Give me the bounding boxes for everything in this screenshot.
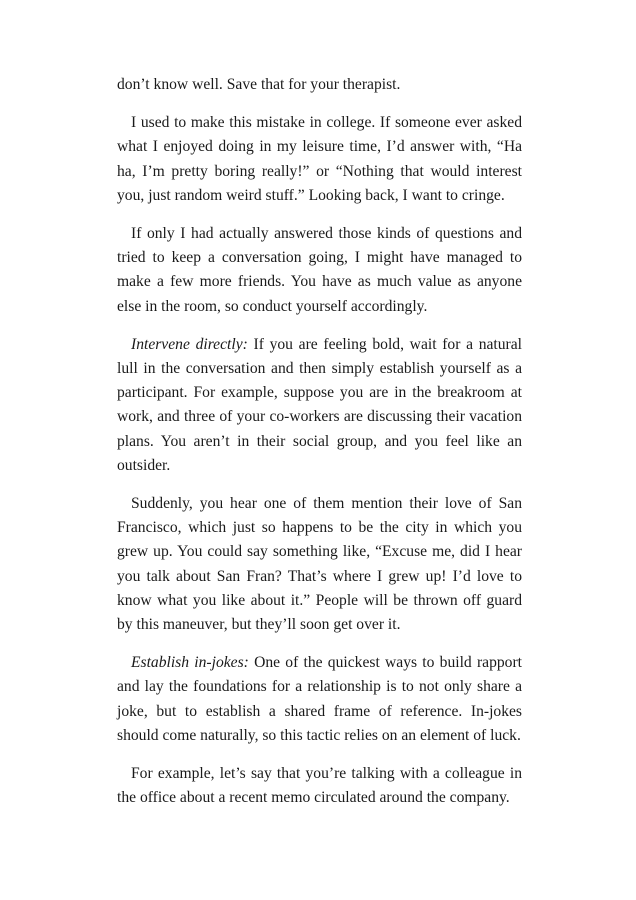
paragraph-text: For example, let’s say that you’re talking with a colleague in the office about a recent memo circulated around the company. — [117, 765, 522, 807]
paragraph-text: If you are feeling bold, wait for a natural lull in the conversation and then simply establish yourself as a participant. For example, suppose you are in the breakroom at work, and three of your co-workers are discussing their vacation plans. You aren’t in their social group, and you feel like an outsider. — [117, 335, 523, 474]
page-body — [117, 73, 522, 824]
paragraph-text: If only I had actually answered those kinds of questions and tried to keep a conversation going, I might have managed to make a few more friends. You have as much value as anyone else in the room, so conduct yourself accordingly. — [117, 225, 522, 315]
paragraph-3 — [117, 222, 522, 319]
paragraph-text: One of the quickest ways to build rapport and lay the foundations for a relationship is to not only share a joke, but to establish a shared frame of reference. In-jokes should come naturally, so this tactic relies on an element of luck. — [117, 654, 522, 744]
paragraph-4 — [117, 333, 522, 478]
paragraph-7 — [117, 762, 522, 810]
paragraph-2 — [117, 111, 522, 208]
paragraph-text: don’t know well. Save that for your therapist. — [117, 76, 401, 93]
paragraph-text: Suddenly, you hear one of them mention their love of San Francisco, which just so happens to be the city in which you grew up. You could say something like, “Excuse me, did I hear you talk about San Fran? That’s where I grew up! I’d love to know what you like about it.” People will be thrown off guard by this maneuver, but they’ll soon get over it. — [117, 495, 522, 634]
paragraph-6 — [117, 651, 522, 748]
paragraph-5 — [117, 492, 522, 637]
paragraph-lead-italic: Intervene directly: — [131, 335, 248, 353]
paragraph-text: I used to make this mistake in college. If someone ever asked what I enjoyed doing in my leisure time, I’d answer with, “Ha ha, I’m pretty boring really!” or “Nothing that would interest you, just random weird stuff.” Looking back, I want to cringe. — [117, 114, 522, 204]
paragraph-1 — [117, 73, 522, 97]
paragraph-lead-italic: Establish in-jokes: — [131, 654, 249, 672]
